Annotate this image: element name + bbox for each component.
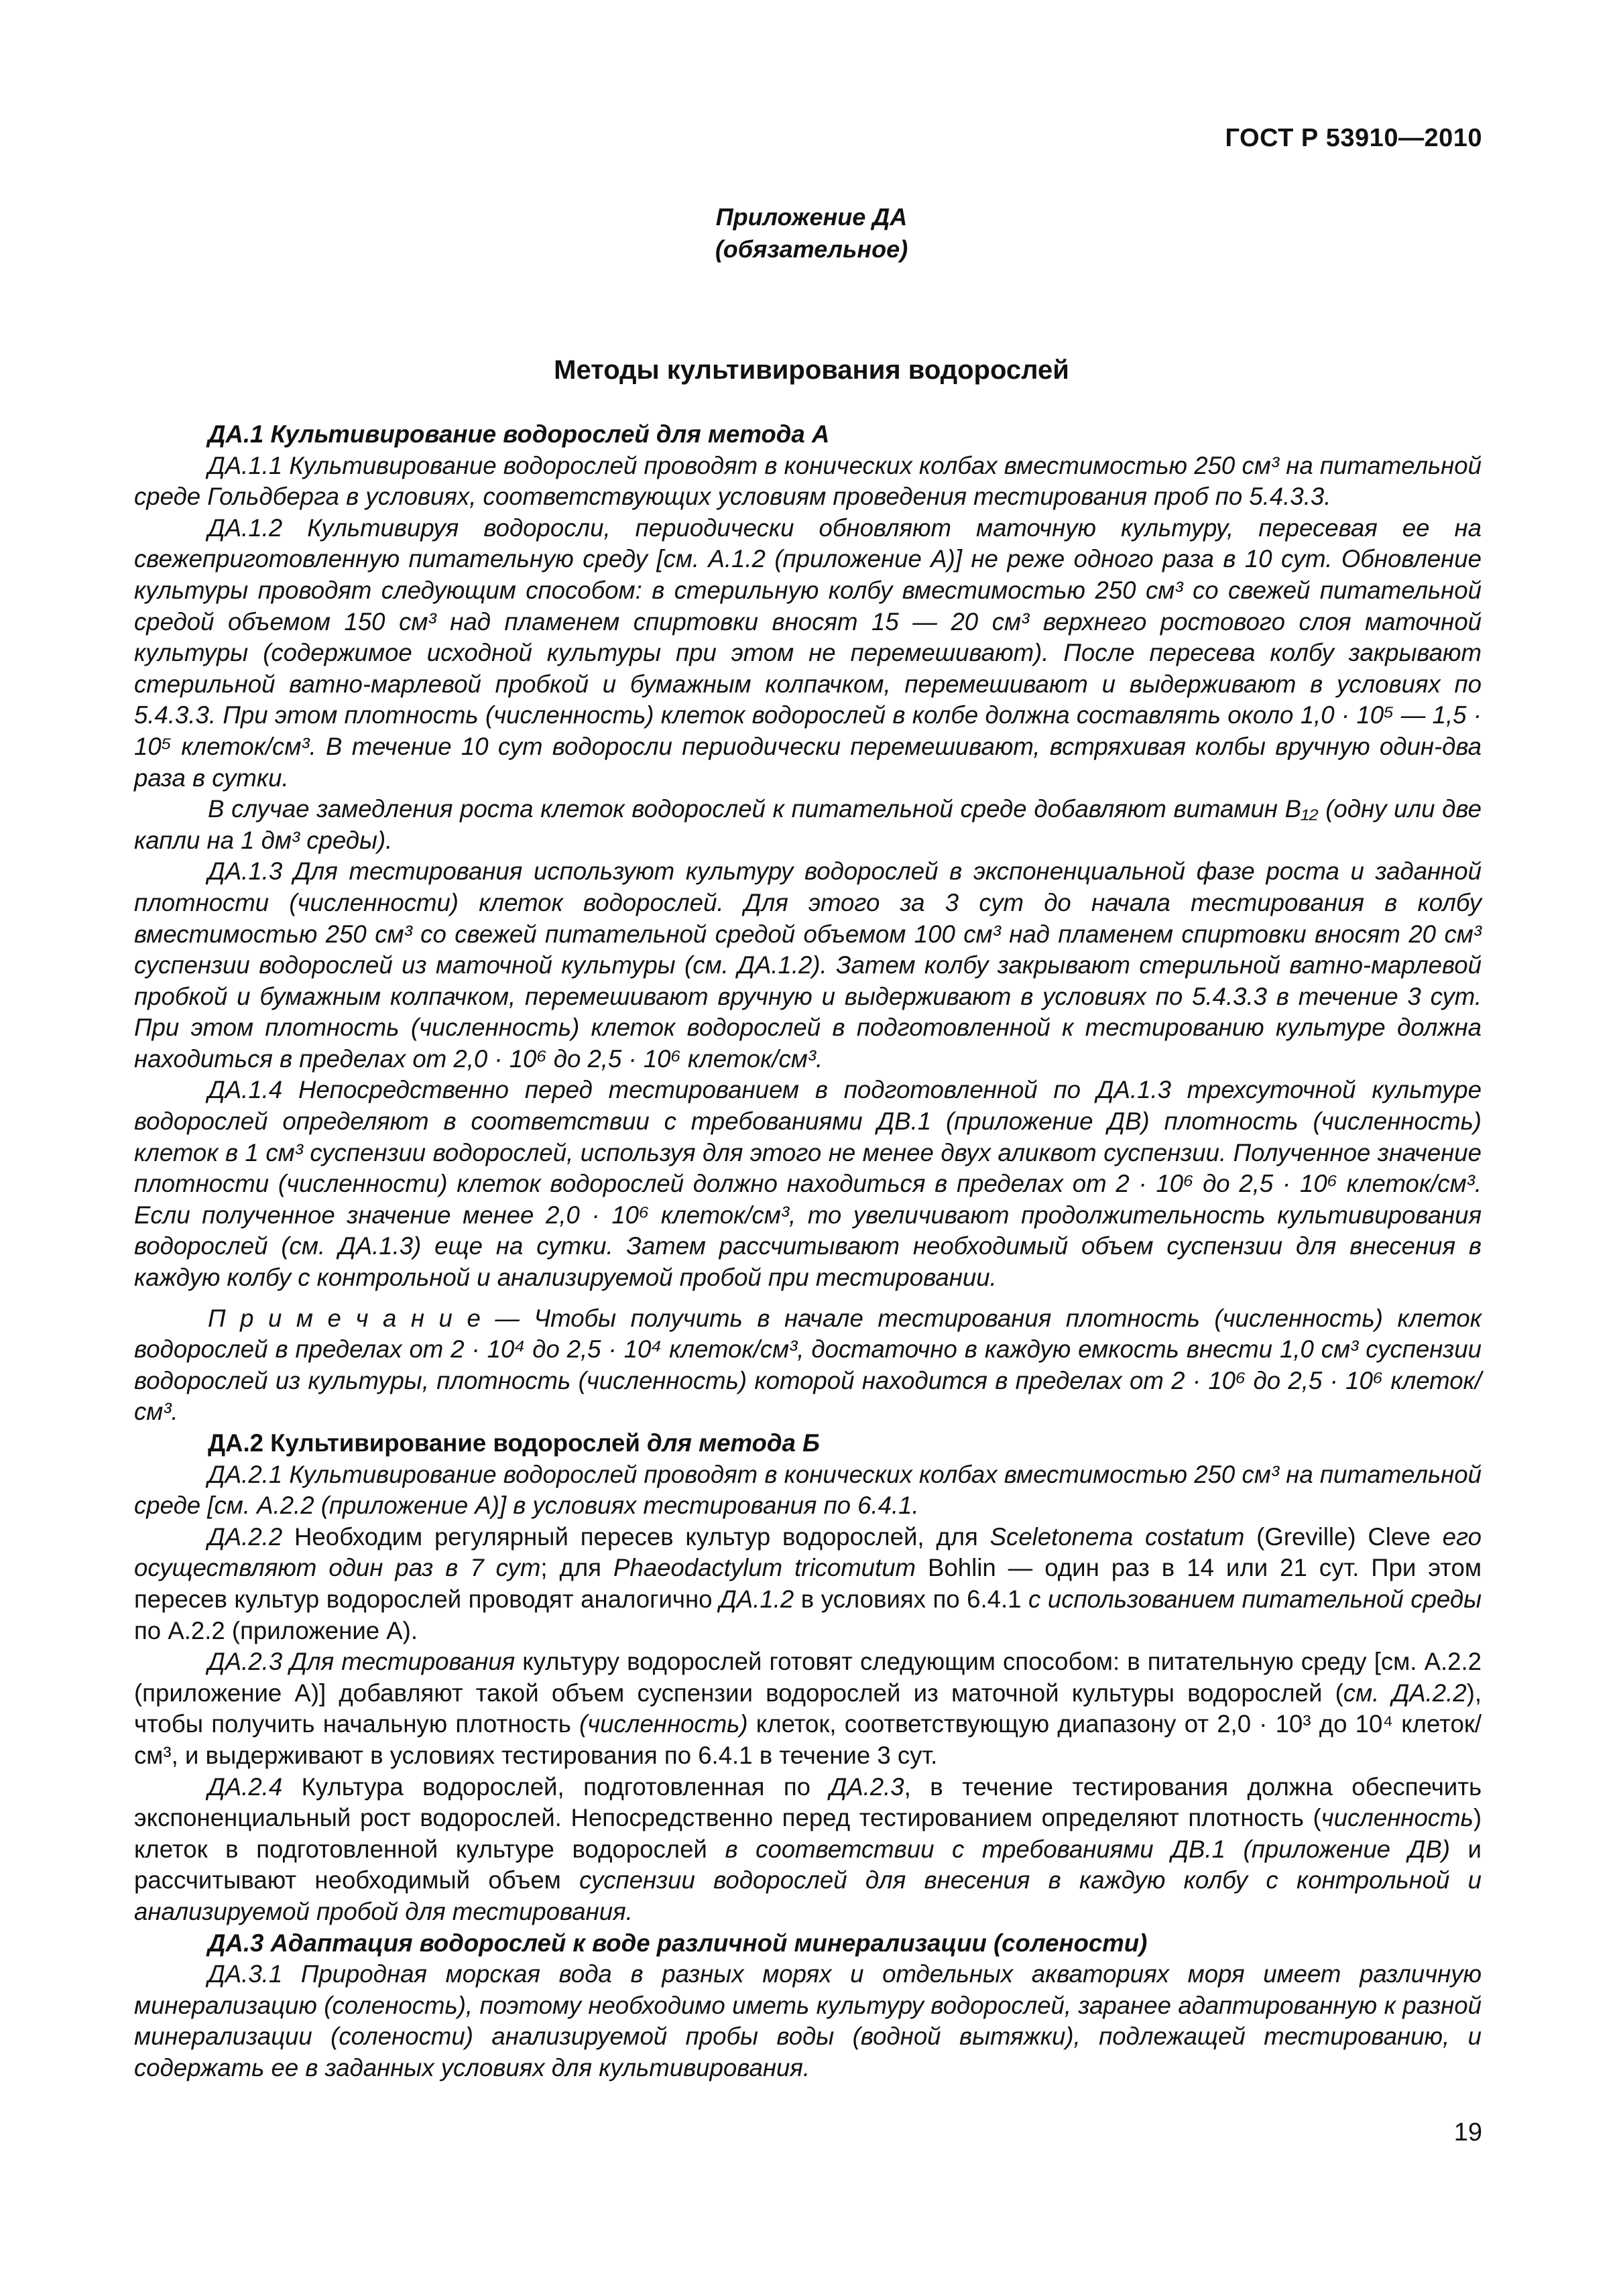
paragraph-da-1-2: ДА.1.2 Культивируя водоросли, периодически обновляют маточную культуру, пересевая ее на свежеприготовленную питательную среду [см. А.1.2 (приложение А)] не реже одного раза в 10 сут. Обновление культуры проводят следующим способом: в стерильную колбу вместимостью 250 см³ со свежей питательной средой объемом 150 см³ над пламенем спиртовки вносят 15 — 20 см³ верхнего ростового слоя маточной культуры (содержимое исходной культуры при этом не перемешивают). После пересева колбу закрывают стерильной ватно-марлевой пробкой и бумажным колпачком, перемешивают и выдерживают в условиях по 5.4.3.3. При этом плотность (численность) клеток водорослей в колбе должна составлять около 1,0 · 10⁵ — 1,5 · 10⁵ клеток/см³. В течение 10 сут водоросли периодически перемешивают, встряхивая колбы вручную один-два раза в сутки. [134, 513, 1482, 792]
p224-seg: и рассчитывают необходимый объем [134, 1835, 1482, 1894]
p222-seg: ; для [540, 1554, 613, 1582]
p224-seg: Культура водорослей, подготовленная по [282, 1772, 830, 1801]
page-number: 19 [1453, 2118, 1482, 2147]
p222-seg: Bohlin — один раз в 14 или 21 сут. При этом пересев культур водорослей проводят аналогично [134, 1554, 1482, 1613]
p222-seg: ДА.2.2 [208, 1522, 283, 1551]
note-label: П р и м е ч а н и е [208, 1304, 481, 1332]
p224-seg: ДА.2.4 [208, 1772, 283, 1801]
paragraph-da-2-4 [134, 1772, 1482, 1928]
paragraph-da-2-3 [134, 1646, 1482, 1771]
p224-seg: ДА.2.3 [829, 1772, 904, 1801]
paragraph-vitamin: В случае замедления роста клеток водорослей к питательной среде добавляют витамин B₁₂ (одну или две капли на 1 дм³ среды). [134, 795, 1482, 854]
paragraph-da-2-1: ДА.2.1 Культивирование водорослей проводят в конических колбах вместимостью 250 см³ на питательной среде [см. А.2.2 (приложение А)] в условиях тестирования по 6.4.1. [134, 1460, 1482, 1520]
note-paragraph [134, 1303, 1482, 1428]
p224-seg: ) клеток в подготовленной культуре водорослей [134, 1804, 1482, 1863]
paragraph-da-1-1: ДА.1.1 Культивирование водорослей проводят в конических колбах вместимостью 250 см³ на питательной среде Гольдберга в условиях, соответствующих условиям проведения тестирования проб по 5.4.3.3. [134, 451, 1482, 511]
section-heading-da3: ДА.3 Адаптация водорослей к воде различной минерализации (солености) [208, 1929, 1148, 1957]
p223-seg: клеток, соответствующую диапазону от 2,0 · 10³ до 10⁴ клеток/см³, и выдерживают в условиях тестирования по 6.4.1 в течение 3 сут. [134, 1710, 1482, 1769]
appendix-title: Методы культивирования водорослей [554, 355, 1069, 385]
species-name: Sceletonema costatum [989, 1522, 1245, 1551]
p223-seg: ), чтобы получить начальную плотность [134, 1679, 1482, 1738]
p223-seg: культуру водорослей готовят следующим способом: в питательную среду [см. А.2.2 (приложение А)] добавляют такой объем суспензии водорослей из маточной культуры водорослей ( [134, 1648, 1482, 1707]
p223-seg: (численность) [579, 1710, 748, 1738]
p224-seg: суспензии водорослей для внесения в каждую колбу с контрольной и анализируемой пробой для тестирования. [134, 1866, 1482, 1925]
paragraph-da-3-1: ДА.3.1 Природная морская вода в разных морях и отдельных акваториях моря имеет различную минерализацию (соленость), поэтому необходимо иметь культуру водорослей, заранее адаптированную к разной минерализации (солености) анализируемой пробы воды (водной вытяжки), подлежащей тестированию, и содержать ее в заданных условиях для культивирования. [134, 1960, 1482, 2081]
section-heading-da2-part2: для метода Б [647, 1429, 820, 1457]
p222-seg: его осуществляют один раз в 7 сут [134, 1522, 1482, 1582]
document-code: ГОСТ Р 53910—2010 [1225, 124, 1482, 152]
p224-seg: , в течение тестирования должна обеспечить экспоненциальный рост водорослей. Непосредственно перед тестированием определяют плотность ( [134, 1772, 1482, 1832]
appendix-status: (обязательное) [715, 235, 908, 263]
p224-seg: в соответствии с требованиями ДВ.1 (приложение ДВ) [725, 1835, 1450, 1863]
paragraph-da-1-3: ДА.1.3 Для тестирования используют культуру водорослей в экспоненциальной фазе роста и заданной плотности (численности) клеток водорослей. Для этого за 3 сут до начала тестирования в колбу вместимостью 250 см³ со свежей питательной средой объемом 100 см³ над пламенем спиртовки вносят 20 см³ суспензии водорослей из маточной культуры (см. ДА.1.2). Затем колбу закрывают стерильной ватно-марлевой пробкой и бумажным колпачком, перемешивают вручную и выдерживают в условиях по 5.4.3.3 в течение 3 сут. При этом плотность (численность) клеток водорослей в подготовленной к тестированию культуре должна находиться в пределах от 2,0 · 10⁶ до 2,5 · 10⁶ клеток/см³. [134, 857, 1482, 1073]
paragraph-da-2-2 [134, 1522, 1482, 1646]
section-heading-da2-part1: ДА.2 Культивирование водорослей [208, 1429, 648, 1457]
species-name: Phaeodactylum tricomutum [613, 1554, 916, 1582]
p222-seg: ДА.1.2 [719, 1585, 794, 1613]
paragraph-da-1-4: ДА.1.4 Непосредственно перед тестированием в подготовленной по ДА.1.3 трехсуточной культуре водорослей определяют в соответствии с требованиями ДВ.1 (приложение ДВ) плотность (численность) клеток в 1 см³ суспензии водорослей, используя для этого не менее двух аликвот суспензии. Полученное значение плотности (численности) клеток водорослей должно находиться в пределах от 2 · 10⁶ до 2,5 · 10⁶ клеток/см³. Если полученное значение менее 2,0 · 10⁶ клеток/см³, то увеличивают продолжительность культивирования водорослей (см. ДА.1.3) еще на сутки. Затем рассчитывают необходимый объем суспензии для внесения в каждую колбу с контрольной и анализируемой пробой при тестировании. [134, 1076, 1482, 1292]
p222-seg: с использованием питательной среды [1028, 1585, 1482, 1613]
note-text: — Чтобы получить в начале тестирования плотность (численность) клеток водорослей в пределах от 2 · 10⁴ до 2,5 · 10⁴ клеток/см³, достаточно в каждую емкость внести 1,0 см³ суспензии водорослей из культуры, плотность (численность) которой находится в пределах от 2 · 10⁶ до 2,5 · 10⁶ клеток/см³. [134, 1304, 1482, 1426]
section-heading-da1: ДА.1 Культивирование водорослей для метода А [208, 420, 830, 448]
p222-seg: (Greville) Cleve [1244, 1522, 1443, 1551]
p223-seg: ДА.2.3 Для тестирования [208, 1648, 516, 1676]
p222-seg: в условиях по 6.4.1 [794, 1585, 1029, 1613]
p224-seg: численность [1321, 1804, 1474, 1832]
document-body [134, 419, 1482, 2083]
appendix-label: Приложение ДА [715, 203, 908, 231]
p222-seg: Необходим регулярный пересев культур водорослей, для [282, 1522, 990, 1551]
section-heading-da2 [134, 1428, 1482, 1459]
p222-seg: по А.2.2 (приложение А). [134, 1616, 418, 1644]
p223-seg: см. ДА.2.2 [1343, 1679, 1467, 1707]
